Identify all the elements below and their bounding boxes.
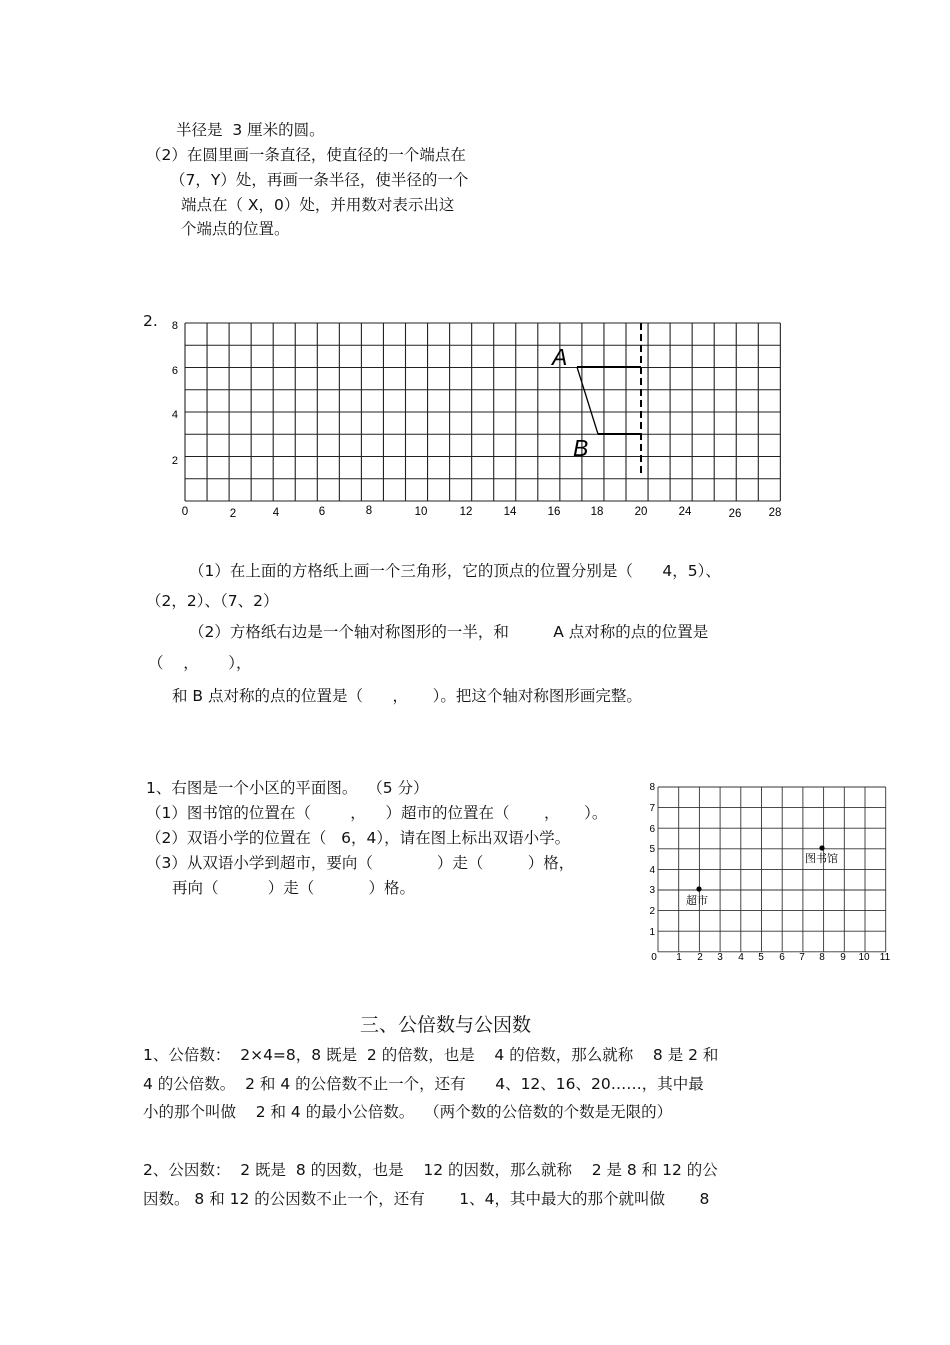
text-line: （2）双语小学的位置在（ 6，4），请在图上标出双语小学。 <box>146 829 571 847</box>
text-line: 1、右图是一个小区的平面图。 （5 分） <box>146 779 429 797</box>
x-tick-label: 18 <box>590 506 604 518</box>
text-line: （ ， ）， <box>148 654 252 672</box>
x-tick-label: 9 <box>840 952 846 963</box>
x-tick-label: 24 <box>678 506 692 518</box>
x-tick-label: 6 <box>318 506 326 518</box>
x-tick-label: 28 <box>768 507 782 519</box>
y-tick-label: 8 <box>649 782 655 793</box>
coordinate-grid <box>160 314 800 524</box>
x-tick-label: 10 <box>414 506 428 518</box>
x-tick-label: 8 <box>819 952 825 963</box>
x-tick-label: 5 <box>758 952 764 963</box>
y-tick-label: 6 <box>171 365 178 377</box>
x-tick-label: 20 <box>634 506 648 518</box>
figure-edge <box>577 367 598 434</box>
text-line: 个端点的位置。 <box>181 220 290 238</box>
text-line: 2、公因数： 2 既是 8 的因数，也是 12 的因数，那么就称 2 是 8 和 12 的公 <box>143 1161 718 1179</box>
library-point <box>819 845 824 850</box>
text-line: 1、公倍数： 2×4=8，8 既是 2 的倍数，也是 4 的倍数，那么就称 8 是 2 和 <box>143 1046 719 1064</box>
text-line: （1）图书馆的位置在（ ， ）超市的位置在（ ， ）。 <box>146 804 608 822</box>
text-line: 小的那个叫做 2 和 4 的最小公倍数。 （两个数的公倍数的个数是无限的） <box>143 1103 673 1121</box>
text-line: （2，2）、（7、2） <box>146 592 279 610</box>
question-number: 2. <box>143 312 158 330</box>
neighborhood-map-grid <box>645 778 895 968</box>
x-tick-label: 12 <box>459 506 473 518</box>
text-line: 4 的公倍数。 2 和 4 的公倍数不止一个，还有 4、12、16、20……，其中最 <box>143 1075 704 1093</box>
x-tick-label: 4 <box>272 507 280 519</box>
x-tick-label: 0 <box>651 952 657 963</box>
x-tick-label: 2 <box>697 952 703 963</box>
text-line: （2）在圆里画一条直径，使直径的一个端点在 <box>146 146 466 164</box>
text-line: 和 B 点对称的点的位置是（ ， ）。把这个轴对称图形画完整。 <box>172 687 642 705</box>
y-tick-label: 2 <box>171 455 178 467</box>
x-tick-label: 0 <box>181 506 189 518</box>
y-tick-label: 8 <box>171 320 178 332</box>
x-tick-label: 6 <box>779 952 785 963</box>
x-tick-label: 16 <box>547 506 561 518</box>
point-a-label: A <box>552 344 568 370</box>
y-tick-label: 4 <box>649 865 655 876</box>
text-line: （2）方格纸右边是一个轴对称图形的一半，和 A 点对称的点的位置是 <box>189 623 709 641</box>
y-tick-label: 4 <box>171 409 178 421</box>
section-title: 三、公倍数与公因数 <box>360 1014 532 1036</box>
y-tick-label: 3 <box>649 885 655 896</box>
x-tick-label: 1 <box>676 952 682 963</box>
y-tick-label: 5 <box>649 844 655 855</box>
x-tick-label: 7 <box>799 952 805 963</box>
x-tick-label: 4 <box>738 952 744 963</box>
y-tick-label: 7 <box>649 803 655 814</box>
x-tick-label: 10 <box>858 952 870 963</box>
y-tick-label: 6 <box>649 824 655 835</box>
x-tick-label: 11 <box>879 952 891 963</box>
text-line: 半径是 3 厘米的圆。 <box>176 121 325 139</box>
x-tick-label: 2 <box>229 508 237 520</box>
x-tick-label: 3 <box>717 952 723 963</box>
text-line: 端点在（ X，0）处，并用数对表示出这 <box>181 196 455 214</box>
y-tick-label: 2 <box>649 906 655 917</box>
text-line: （3）从双语小学到超市，要向（ ）走（ ）格， <box>146 854 575 872</box>
text-line: 再向（ ）走（ ）格。 <box>172 879 415 897</box>
library-label: 图书馆 <box>805 853 838 865</box>
x-tick-label: 14 <box>503 506 517 518</box>
x-tick-label: 26 <box>728 508 742 520</box>
market-point <box>696 886 701 891</box>
market-label: 超市 <box>686 895 708 907</box>
text-line: （1）在上面的方格纸上画一个三角形，它的顶点的位置分别是（ 4，5）、 <box>189 562 721 580</box>
text-line: （7，Y）处，再画一条半径，使半径的一个 <box>170 171 469 189</box>
y-tick-label: 1 <box>649 927 655 938</box>
point-b-label: B <box>573 435 589 461</box>
x-tick-label: 8 <box>365 505 373 517</box>
text-line: 因数。 8 和 12 的公因数不止一个，还有 1、4，其中最大的那个就叫做 8 <box>143 1190 710 1208</box>
